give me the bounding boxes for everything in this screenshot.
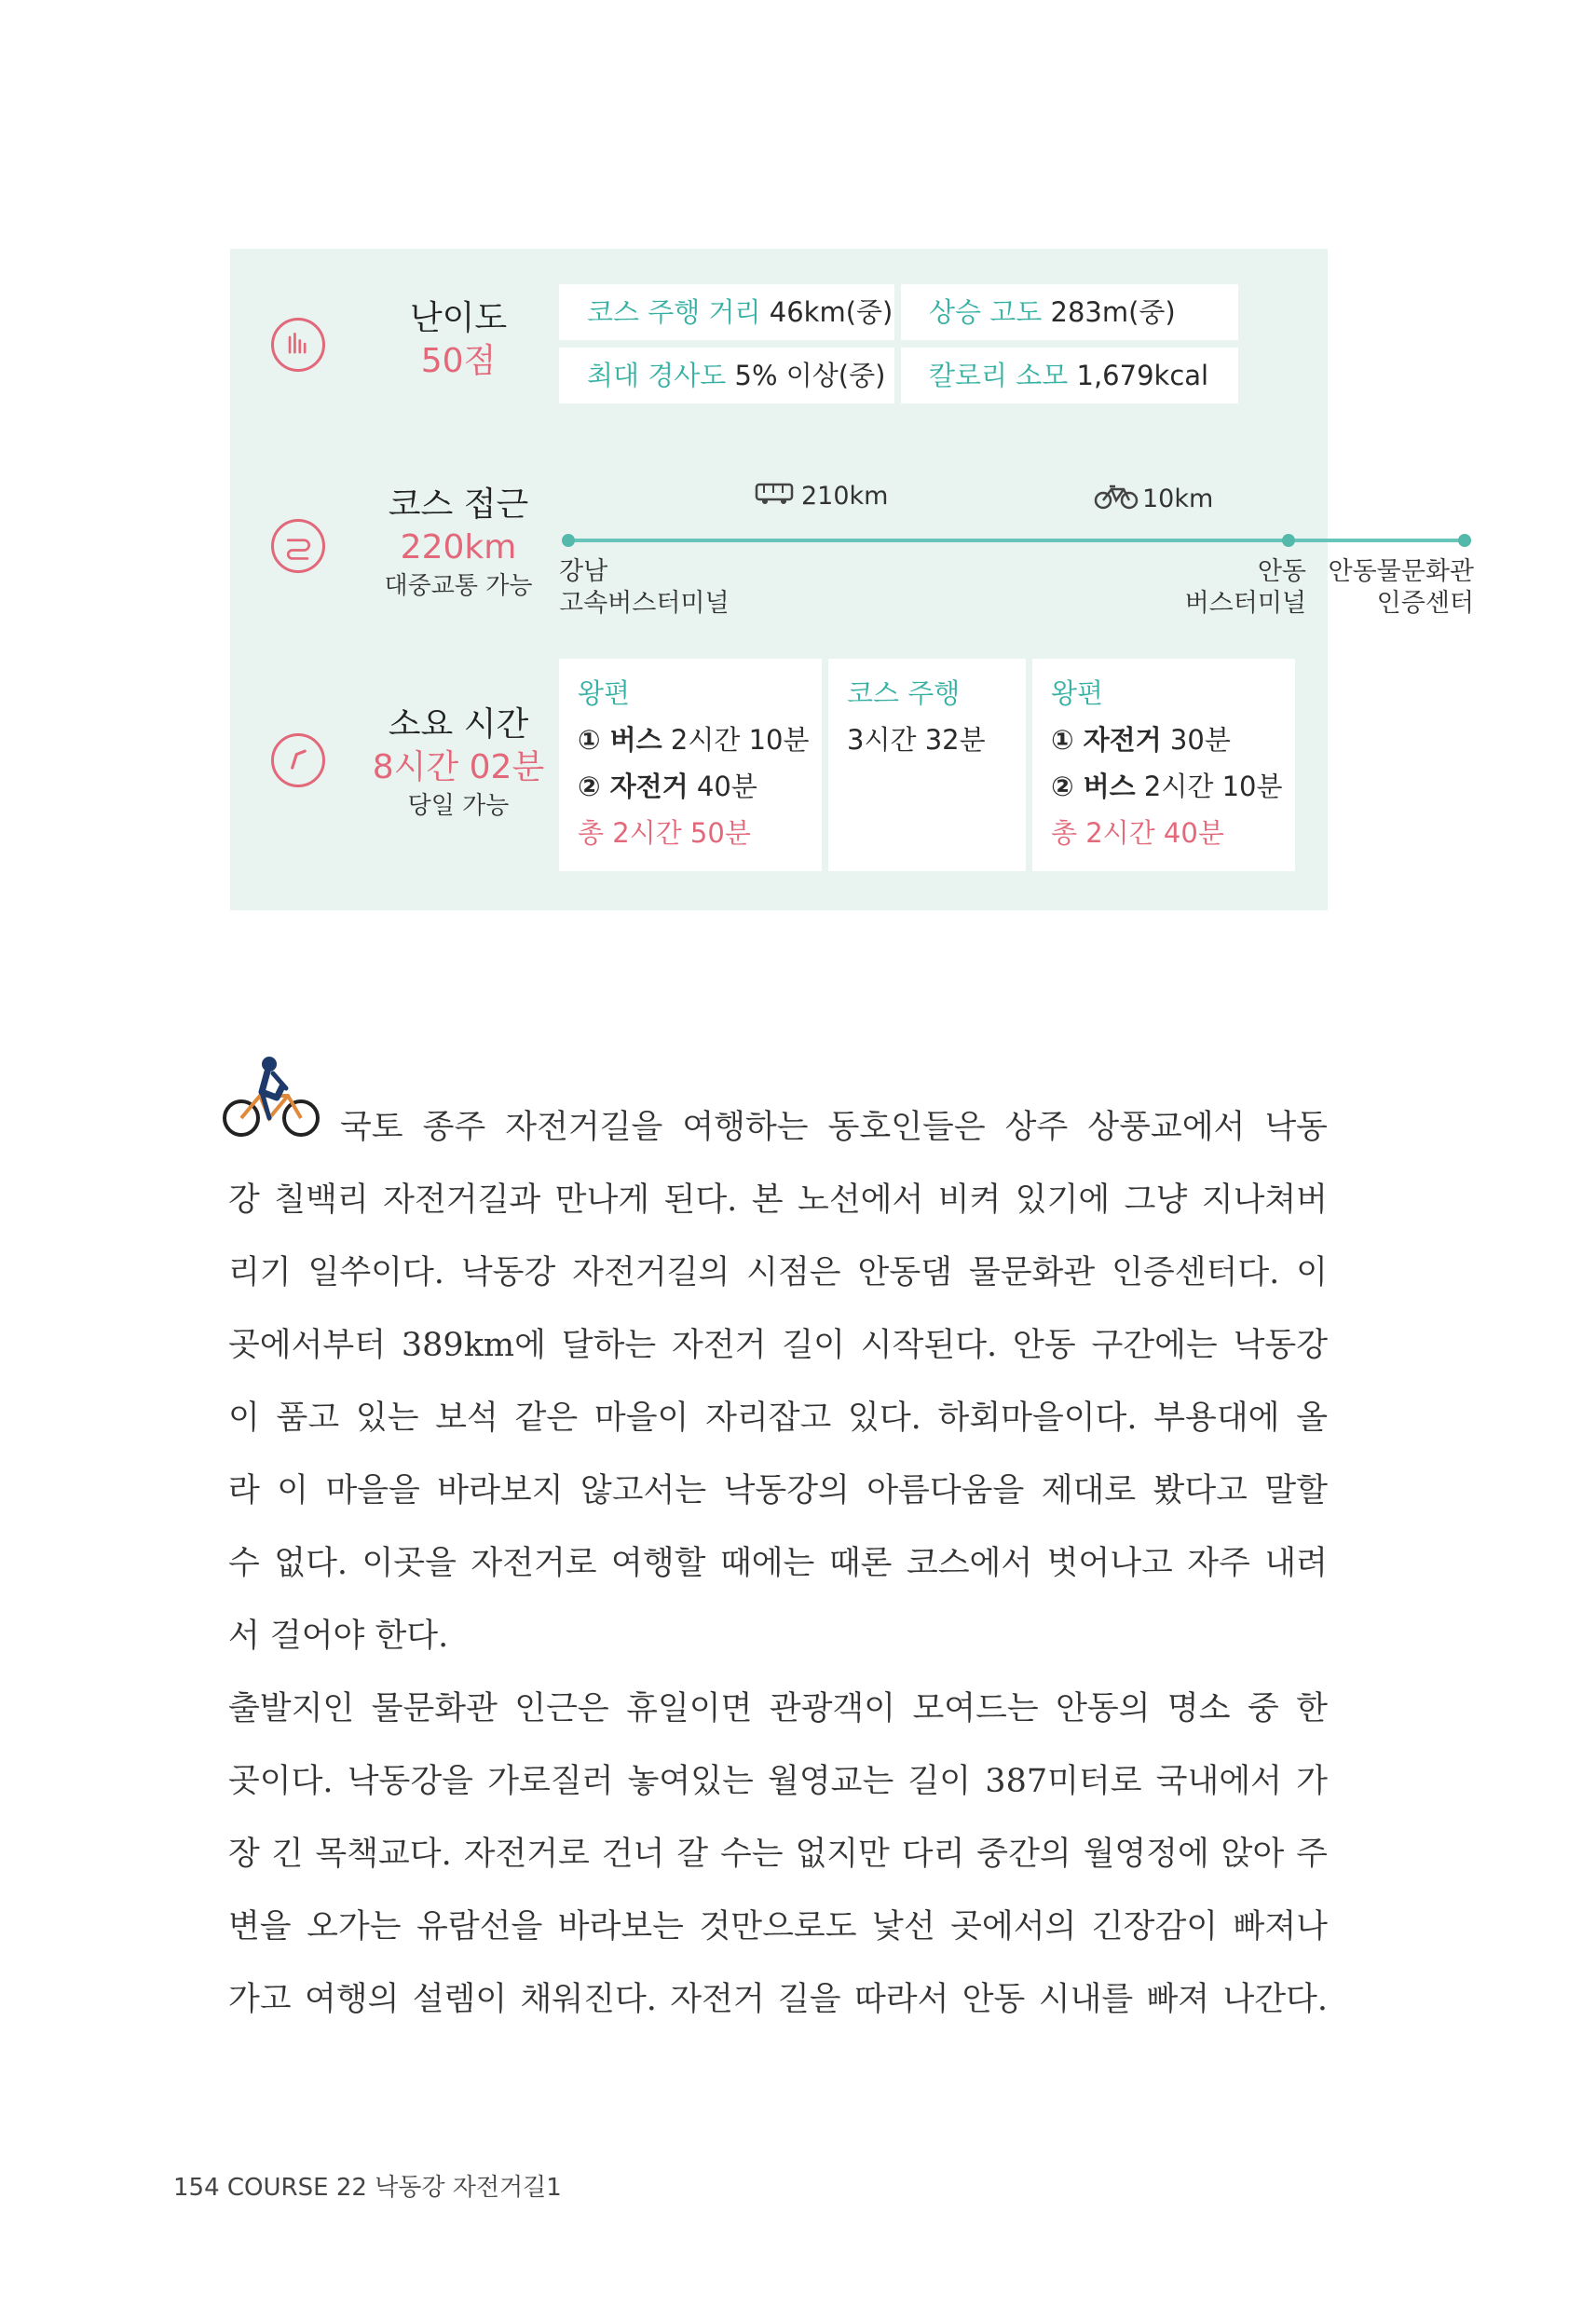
- page-footer: [173, 2168, 562, 2203]
- bus-icon: [755, 482, 796, 512]
- return-total: 총 2시간 40분: [1051, 817, 1224, 849]
- stat-gradient: [559, 348, 894, 403]
- return-heading: 왕편: [1051, 677, 1104, 709]
- para1-line: 리기 일쑤이다. 낙동강 자전거길의 시점은 안동댐 물문화관 인증센터다. 이: [228, 1254, 1328, 1291]
- time-label: [361, 703, 556, 823]
- course-number: COURSE 22: [226, 2174, 367, 2202]
- bike-distance-text: 10km: [1142, 485, 1214, 513]
- para1-line: 수 없다. 이곳을 자전거로 여행할 때에는 때론 코스에서 벗어나고 자주 내려: [228, 1545, 1328, 1582]
- para2-line: 변을 오가는 유람선을 바라보는 것만으로도 낯선 곳에서의 긴장감이 빠져나: [228, 1908, 1328, 1946]
- outbound-total: 총 2시간 50분: [578, 817, 751, 849]
- time-ride: [847, 670, 986, 763]
- course-info-panel: [230, 249, 1474, 910]
- difficulty-row: [230, 284, 1328, 396]
- bus-distance-text: 210km: [801, 482, 889, 511]
- stat-calories-key: 칼로리 소모: [929, 360, 1069, 391]
- stat-elevation: [901, 284, 1238, 340]
- winding-road-icon: [271, 519, 325, 573]
- stop-name-line2: 버스터미널: [1184, 589, 1306, 618]
- difficulty-bars-icon: [271, 318, 325, 372]
- para1-line: 곳에서부터 389km에 달하는 자전거 길이 시작된다. 안동 구간에는 낙동강: [228, 1327, 1328, 1364]
- stat-calories: [901, 348, 1238, 403]
- outbound-item-1: [578, 717, 810, 763]
- difficulty-score: 50점: [420, 342, 497, 380]
- access-title: 코스 접근: [388, 485, 529, 524]
- route-stop-water-museum: [1297, 556, 1474, 620]
- para1-line: 국토 종주 자전거길을 여행하는 동호인들은 상주 상풍교에서 낙동: [340, 1109, 1328, 1146]
- return-item-2: [1051, 763, 1283, 810]
- stat-distance-value: 46km(중): [769, 296, 893, 328]
- route-stop-dot: [1458, 534, 1471, 547]
- segment-bus-distance: [755, 482, 888, 512]
- time-daytrip-note: 당일 가능: [407, 792, 510, 820]
- route-stop-dot: [562, 534, 575, 547]
- stop-name-line2: 고속버스터미널: [559, 589, 730, 618]
- time-outbound-cell: [559, 659, 822, 871]
- route-line-bike: [1287, 539, 1462, 542]
- para2-line: 곳이다. 낙동강을 가로질러 놓여있는 월영교는 길이 387미터로 국내에서 가: [228, 1763, 1328, 1800]
- para1-line: 서 걸어야 한다.: [228, 1618, 449, 1655]
- access-row: [230, 463, 1474, 618]
- clock-icon: [271, 733, 325, 787]
- stop-name: 안동물문화관: [1328, 557, 1474, 586]
- page-number: 154: [173, 2174, 220, 2202]
- access-transit-note: 대중교통 가능: [384, 572, 533, 600]
- return-item-1-time: 30분: [1161, 724, 1231, 756]
- para2-line: 가고 여행의 설렘이 채워진다. 자전거 길을 따라서 안동 시내를 빠져 나간다.: [228, 1981, 1328, 2018]
- time-outbound: [578, 670, 810, 856]
- time-row: [230, 659, 1328, 873]
- stat-distance: [559, 284, 894, 340]
- body-paragraph-1: [228, 1091, 1328, 1672]
- para2-line: 출발지인 물문화관 인근은 휴일이면 관광객이 모여드는 안동의 명소 중 한: [228, 1690, 1328, 1727]
- para1-line: 이 품고 있는 보석 같은 마을이 자리잡고 있다. 하회마을이다. 부용대에 올: [228, 1399, 1328, 1437]
- access-distance: 220km: [400, 528, 517, 567]
- time-ride-cell: [828, 659, 1026, 871]
- body-paragraph-2: [228, 1672, 1328, 2036]
- route-stop-andong: [1162, 556, 1306, 620]
- segment-bike-distance: [1094, 484, 1213, 516]
- return-item-1-mode: ① 자전거: [1051, 724, 1162, 756]
- time-return-cell: [1032, 659, 1295, 871]
- route-stop-gangnam: [559, 556, 730, 620]
- para2-line: 장 긴 목책교다. 자전거로 건너 갈 수는 없지만 다리 중간의 월영정에 앉아 주: [228, 1836, 1328, 1873]
- stat-gradient-key: 최대 경사도: [587, 360, 727, 391]
- time-total: 8시간 02분: [372, 748, 545, 786]
- outbound-item-2-mode: ② 자전거: [578, 771, 689, 802]
- return-item-1: [1051, 717, 1283, 763]
- route-stop-dot: [1282, 534, 1295, 547]
- stat-elevation-value: 283m(중): [1050, 296, 1176, 328]
- outbound-item-2: [578, 763, 810, 810]
- difficulty-title: 난이도: [409, 299, 508, 337]
- stat-calories-value: 1,679kcal: [1076, 360, 1209, 391]
- difficulty-label: [361, 297, 556, 383]
- bicycle-icon: [1094, 484, 1139, 516]
- course-title: 낙동강 자전거길1: [375, 2174, 562, 2202]
- stat-gradient-value: 5% 이상(중): [734, 360, 886, 391]
- time-return: [1051, 670, 1283, 856]
- stop-name: 안동: [1257, 557, 1306, 586]
- para1-line: 강 칠백리 자전거길과 만나게 된다. 본 노선에서 비켜 있기에 그냥 지나쳐버: [228, 1181, 1328, 1219]
- time-title: 소요 시간: [388, 705, 529, 744]
- stop-name: 강남: [559, 557, 608, 586]
- para1-line: 라 이 마을을 바라보지 않고서는 낙동강의 아름다움을 제대로 봤다고 말할: [228, 1472, 1328, 1509]
- outbound-heading: 왕편: [578, 677, 631, 709]
- ride-heading: 코스 주행: [847, 677, 961, 709]
- outbound-item-1-time: 2시간 10분: [662, 724, 810, 756]
- access-label: [361, 484, 556, 603]
- ride-time: 3시간 32분: [847, 724, 986, 756]
- outbound-item-2-time: 40분: [688, 771, 757, 802]
- route-line-bus: [566, 539, 1287, 542]
- stat-elevation-key: 상승 고도: [929, 296, 1043, 328]
- return-item-2-time: 2시간 10분: [1135, 771, 1283, 802]
- return-item-2-mode: ② 버스: [1051, 771, 1136, 802]
- stat-distance-key: 코스 주행 거리: [587, 296, 761, 328]
- outbound-item-1-mode: ① 버스: [578, 724, 662, 756]
- stop-name-line2: 인증센터: [1376, 589, 1474, 618]
